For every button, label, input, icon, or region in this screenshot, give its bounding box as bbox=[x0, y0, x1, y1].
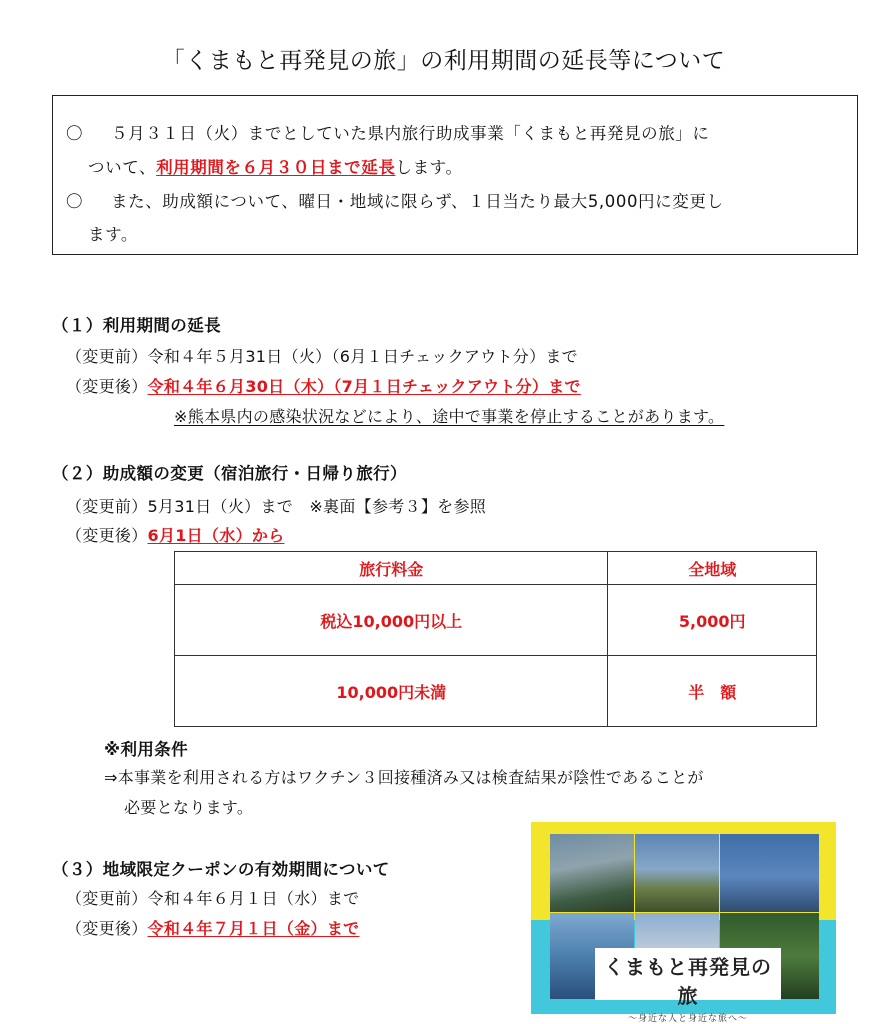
table-cell: 税込10,000円以上 bbox=[175, 585, 608, 656]
table-row bbox=[175, 656, 817, 727]
table-cell: 10,000円未満 bbox=[175, 656, 608, 727]
section2-after: （変更後）6月1日（水）から bbox=[66, 526, 285, 545]
section3-before: （変更前）令和４年６月１日（水）まで bbox=[66, 889, 360, 908]
section2-heading: （２）助成額の変更（宿泊旅行・日帰り旅行） bbox=[52, 464, 407, 483]
page-title: 「くまもと再発見の旅」の利用期間の延長等について bbox=[161, 48, 726, 74]
summary-bullet-1: 〇 bbox=[66, 124, 84, 143]
campaign-logo-text: くまもと再発見の旅 bbox=[604, 955, 772, 1008]
table-header-row bbox=[175, 552, 817, 585]
section1-note: ※熊本県内の感染状況などにより、途中で事業を停止することがあります。 bbox=[174, 407, 725, 426]
table-cell: 5,000円 bbox=[608, 585, 817, 656]
summary-item2-line2: ます。 bbox=[88, 225, 138, 244]
summary-item1-line1: ５月３１日（火）までとしていた県内旅行助成事業「くまもと再発見の旅」に bbox=[111, 124, 710, 143]
campaign-logo-subtext: ～身近な人と身近な旅へ～ bbox=[627, 1014, 748, 1024]
condition-line2: 必要となります。 bbox=[124, 798, 254, 817]
summary-bullet-2: 〇 bbox=[66, 192, 84, 211]
campaign-logo bbox=[595, 948, 781, 1024]
table-header-cell: 旅行料金 bbox=[175, 552, 608, 585]
section1-after: （変更後）令和４年６月30日（木）（7月１日チェックアウト分）まで bbox=[66, 377, 581, 396]
section3-heading: （３）地域限定クーポンの有効期間について bbox=[52, 860, 390, 879]
condition-title: ※利用条件 bbox=[104, 740, 189, 759]
condition-line1: ⇒本事業を利用される方はワクチン３回接種済み又は検査結果が陰性であることが bbox=[104, 768, 704, 787]
section1-before: （変更前）令和４年５月31日（火）（6月１日チェックアウト分）まで bbox=[66, 347, 578, 366]
table-cell: 半 額 bbox=[608, 656, 817, 727]
section3-after: （変更後）令和４年７月１日（金）まで bbox=[66, 919, 360, 938]
subsidy-table bbox=[174, 551, 817, 727]
campaign-banner-image bbox=[531, 822, 836, 1024]
photo-bridge bbox=[550, 834, 634, 912]
summary-item2-line1: また、助成額について、曜日・地域に限らず、１日当たり最大5,000円に変更し bbox=[111, 192, 724, 211]
extension-highlight: 利用期間を６月３０日まで延長 bbox=[156, 158, 396, 177]
table-row bbox=[175, 585, 817, 656]
photo-landscape bbox=[635, 834, 719, 912]
table-header-cell: 全地域 bbox=[608, 552, 817, 585]
summary-item1-line2: ついて、利用期間を６月３０日まで延長します。 bbox=[88, 158, 463, 177]
section2-before: （変更前）5月31日（火）まで ※裏面【参考３】を参照 bbox=[66, 497, 487, 516]
section1-heading: （１）利用期間の延長 bbox=[52, 316, 221, 335]
photo-sailboat bbox=[720, 834, 819, 912]
